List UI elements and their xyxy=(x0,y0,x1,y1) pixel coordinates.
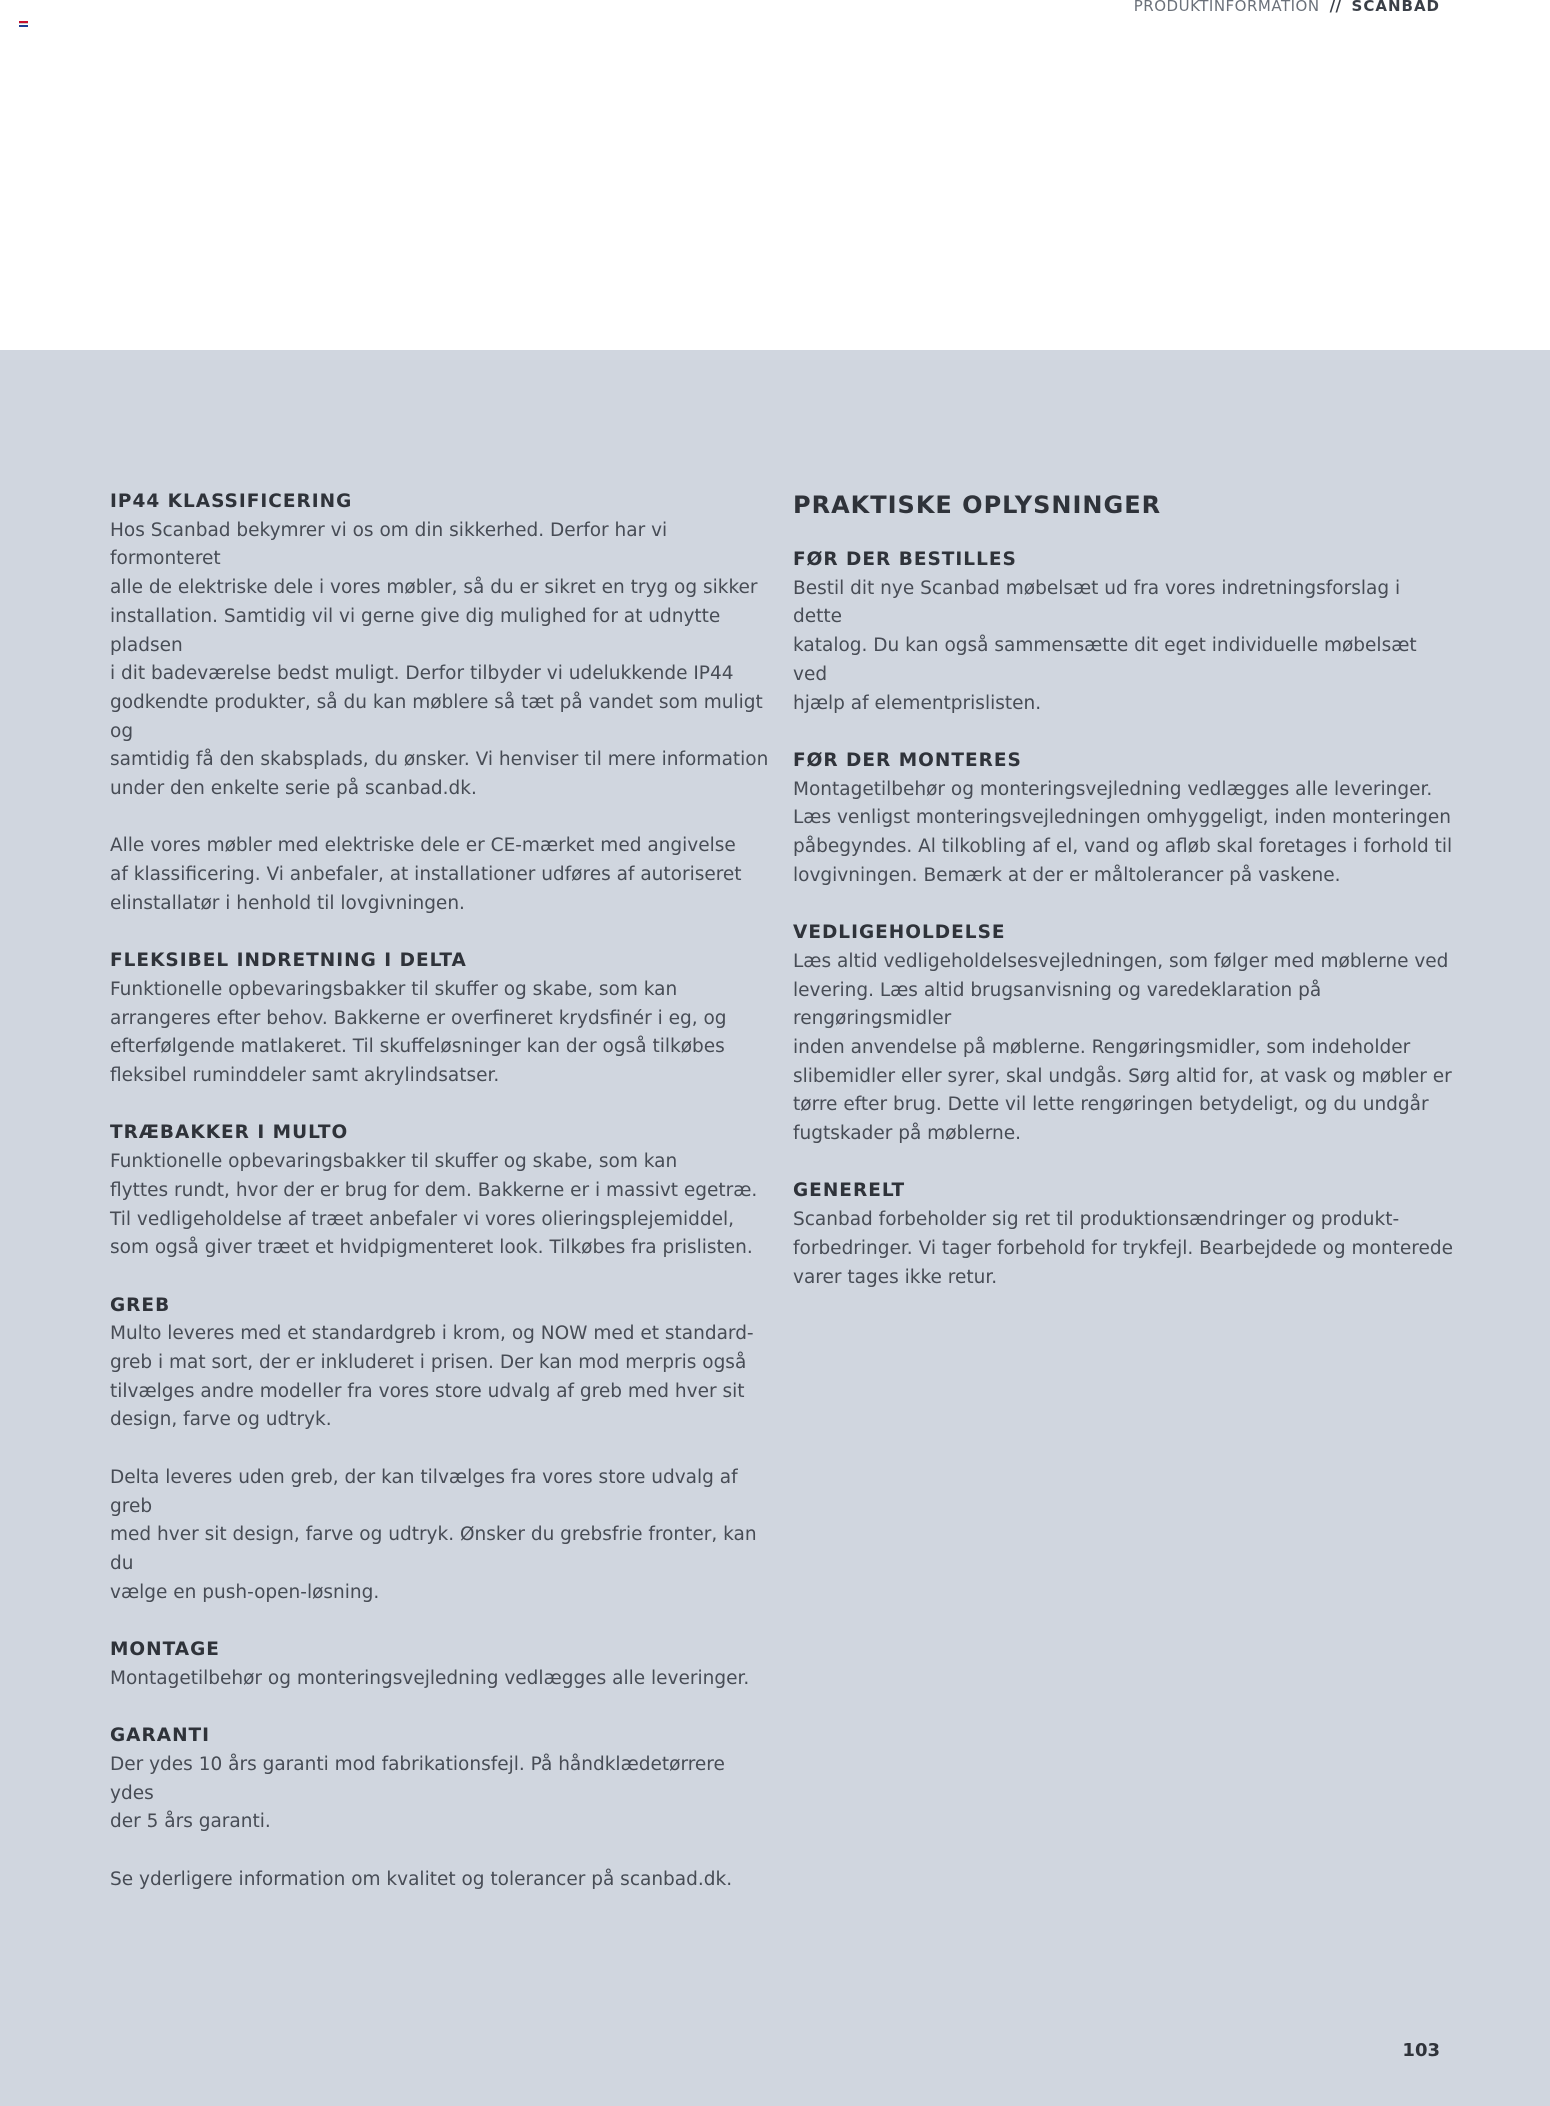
ip44-paragraph-1: Hos Scanbad bekymrer vi os om din sikkerhed. Derfor har vi formonteret alle de elektriske dele i vores møbler, så du er sikret en tryg og sikker installation. Samtidig vil vi gerne give dig mulighed for at udnytte pladsen i dit badeværelse bedst muligt. Derfor tilbyder vi udelukkende IP44 godkendte produkter, så du kan møblere så tæt på vandet som muligt og samtidig få den skabsplads, du ønsker. Vi henviser til mere information under den enkelte serie på scanbad.dk. xyxy=(110,519,769,800)
delta-heading: FLEKSIBEL INDRETNING I DELTA xyxy=(110,950,467,972)
monteres-paragraph: Montagetilbehør og monteringsvejledning vedlægges alle leveringer. Læs venligst monteringsvejledningen omhyggeligt, inden monteringen påbegyndes. Al tilkobling af el, vand og afløb skal foretages i forhold til lovgivningen. Bemærk at der er måltolerancer på vaskene. xyxy=(793,778,1453,886)
bestilles-heading: FØR DER BESTILLES xyxy=(793,549,1017,570)
page-header xyxy=(0,0,1550,350)
monteres-heading: FØR DER MONTERES xyxy=(793,749,1022,771)
multo-paragraph: Funktionelle opbevaringsbakker til skuffer og skabe, som kan flyttes rundt, hvor der er brug for dem. Bakkerne er i massivt egetræ. Til vedligeholdelse af træet anbefaler vi vores olieringsplejemiddel, som også giver træet et hvidpigmenteret look. Tilkøbes fra prislisten. xyxy=(110,1151,758,1259)
delta-paragraph: Funktionelle opbevaringsbakker til skuffer og skabe, som kan arrangeres efter behov. Bakkerne er overfineret krydsfinér i eg, og efterfølgende matlakeret. Til skuffeløsninger kan der også tilkøbes fleksibel ruminddeler samt akrylindsatser. xyxy=(110,978,727,1087)
breadcrumb-separator: // xyxy=(1329,0,1342,15)
left-column xyxy=(110,488,770,1894)
garanti-paragraph: Der ydes 10 års garanti mod fabrikationsfejl. På håndklædetørrere ydes der 5 års garanti. xyxy=(110,1753,725,1833)
breadcrumb xyxy=(1134,0,1440,15)
greb-paragraph-1: Multo leveres med et standardgreb i krom, og NOW med et standard- greb i mat sort, der er inkluderet i prisen. Der kan mod merpris også tilvælges andre modeller fra vores store udvalg af greb med hver sit design, farve og udtryk. xyxy=(110,1323,754,1431)
right-column xyxy=(793,488,1453,1292)
more-info-paragraph: Se yderligere information om kvalitet og tolerancer på scanbad.dk. xyxy=(110,1868,733,1890)
greb-heading: GREB xyxy=(110,1294,171,1316)
greb-paragraph-2: Delta leveres uden greb, der kan tilvælges fra vores store udvalg af greb med hver sit design, farve og udtryk. Ønsker du grebsfrie fronter, kan du vælge en push-open-løsning. xyxy=(110,1466,757,1603)
page-number: 103 xyxy=(1402,2040,1440,2061)
montage-paragraph: Montagetilbehør og monteringsvejledning vedlægges alle leveringer. xyxy=(110,1667,750,1689)
section-title: PRAKTISKE OPLYSNINGER xyxy=(793,491,1162,519)
breadcrumb-brand: SCANBAD xyxy=(1351,0,1440,15)
generelt-heading: GENERELT xyxy=(793,1180,906,1202)
garanti-heading: GARANTI xyxy=(110,1725,211,1747)
content-panel xyxy=(0,350,1550,2106)
montage-heading: MONTAGE xyxy=(110,1639,220,1661)
generelt-paragraph: Scanbad forbeholder sig ret til produktionsændringer og produkt- forbedringer. Vi tager forbehold for trykfejl. Bearbejdede og monterede varer tages ikke retur. xyxy=(793,1209,1453,1288)
vedligeholdelse-heading: VEDLIGEHOLDELSE xyxy=(793,922,1006,944)
bestilles-paragraph: Bestil dit nye Scanbad møbelsæt ud fra vores indretningsforslag i dette katalog. Du kan også sammensætte dit eget individuelle møbelsæt ved hjælp af elementprislisten. xyxy=(793,577,1417,714)
flag-icon xyxy=(19,21,28,27)
ip44-paragraph-2: Alle vores møbler med elektriske dele er CE-mærket med angivelse af klassificering. Vi anbefaler, at installationer udføres af autoriseret elinstallatør i henhold til lovgivningen. xyxy=(110,835,742,914)
vedligeholdelse-paragraph: Læs altid vedligeholdelsesvejledningen, som følger med møblerne ved levering. Læs altid brugsanvisning og varedeklaration på rengøringsmidler inden anvendelse på møblerne. Rengøringsmidler, som indeholder slibemidler eller syrer, skal undgås. Sørg altid for, at vask og møbler er tørre efter brug. Dette vil lette rengøringen betydeligt, og du undgår fugtskader på møblerne. xyxy=(793,950,1452,1145)
multo-heading: TRÆBAKKER I MULTO xyxy=(110,1122,349,1144)
breadcrumb-section: PRODUKTINFORMATION xyxy=(1133,0,1320,15)
ip44-heading: IP44 KLASSIFICERING xyxy=(110,491,353,512)
